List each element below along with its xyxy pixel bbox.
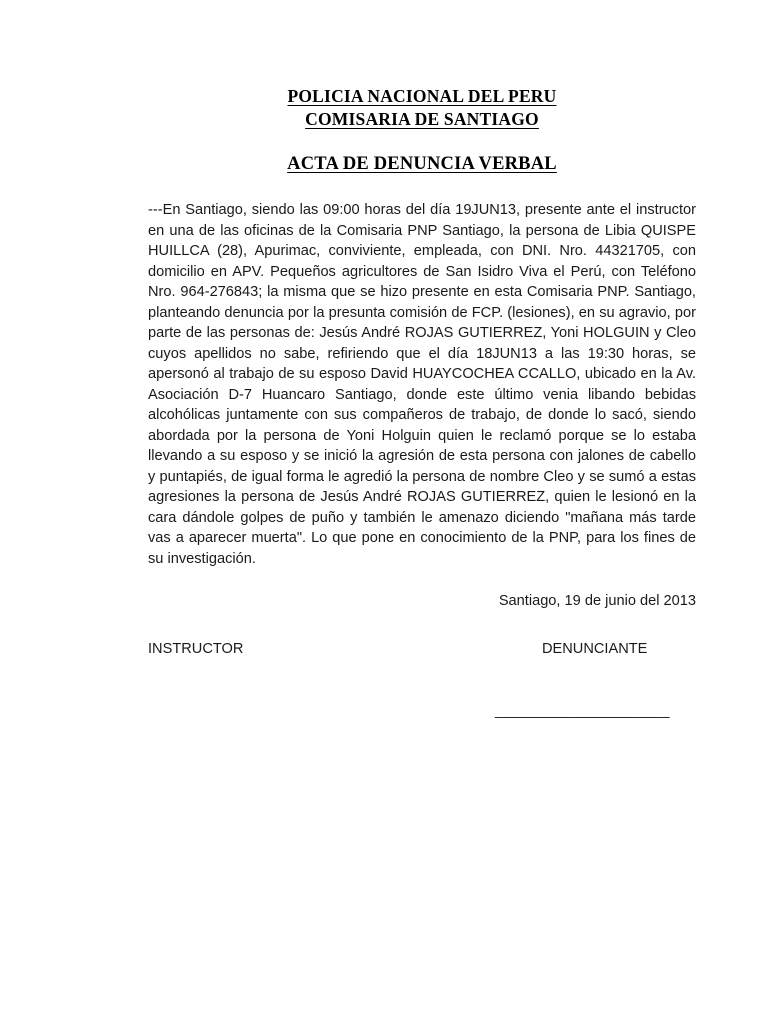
signature-labels-row: [148, 639, 696, 661]
organization-line-1: [148, 85, 696, 108]
document-title: [148, 153, 696, 176]
denunciante-label: DENUNCIANTE: [542, 640, 648, 657]
instructor-label: INSTRUCTOR: [148, 640, 244, 657]
document-content: [148, 0, 696, 723]
organization-line-1-text: POLICIA NACIONAL DEL PERU: [287, 86, 557, 106]
denunciante-signature-line: _____________________: [495, 702, 670, 719]
document-title-text: ACTA DE DENUNCIA VERBAL: [287, 154, 557, 174]
declaration-paragraph: ---En Santiago, siendo las 09:00 horas del día 19JUN13, presente ante el instructor en una de las oficinas de la Comisaria PNP Santiago, la persona de Libia QUISPE HUILLCA (28), Apurimac, conviviente, empleada, con DNI. Nro. 44321705, con domicilio en APV. Pequeños agricultores de San Isidro Viva el Perú, con Teléfono Nro. 964-276843; la misma que se hizo presente en esta Comisaria PNP. Santiago, planteando denuncia por la presunta comisión de FCP. (lesiones), en su agravio, por parte de las personas de: Jesús André ROJAS GUTIERREZ, Yoni HOLGUIN y Cleo cuyos apellidos no sabe, refiriendo que el día 18JUN13 a las 19:30 horas, se apersonó al trabajo de su esposo David HUAYCOCHEA CCALLO, ubicado en la Av. Asociación D-7 Huancaro Santiago, donde este último venia libando bebidas alcohólicas juntamente con sus compañeros de trabajo, de donde lo sacó, siendo abordada por la persona de Yoni Holguin quien le reclamó porque se lo estaba llevando a su esposo y se inició la agresión de esta persona con jalones de cabello y puntapiés, de igual forma le agredió la persona de nombre Cleo y se sumó a estas agresiones la persona de Jesús André ROJAS GUTIERREZ, quien le lesionó en la cara dándole golpes de puño y también le amenazo diciendo "mañana más tarde vas a aparecer muerta". Lo que pone en conocimiento de la PNP, para los fines de su investigación.: [148, 202, 696, 567]
organization-line-2: [148, 108, 696, 131]
organization-line-2-text: COMISARIA DE SANTIAGO: [305, 109, 539, 129]
place-and-date: Santiago, 19 de junio del 2013: [498, 593, 696, 609]
document-header: [148, 85, 696, 176]
signature-rule-row: [148, 701, 696, 723]
